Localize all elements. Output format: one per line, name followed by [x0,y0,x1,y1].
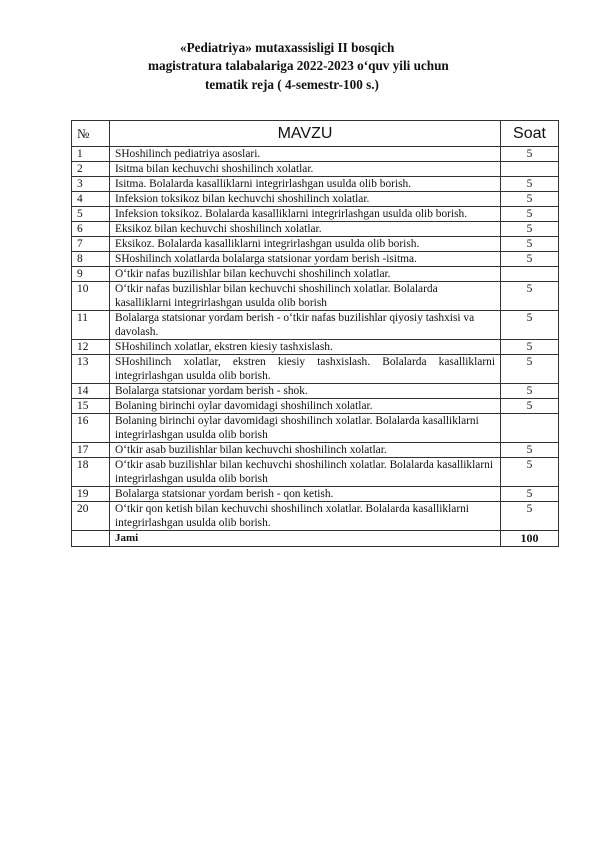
total-empty-cell [72,531,110,547]
row-number: 13 [72,355,110,384]
row-topic: Infeksion toksikoz. Bolalarda kasalliklarni integrirlashgan usulda olib borish. [110,207,501,222]
table-row [72,162,559,177]
table-row [72,177,559,192]
row-number: 18 [72,458,110,487]
row-topic: O‘tkir nafas buzilishlar bilan kechuvchi shoshilinch xolatlar. [110,267,501,282]
row-hours: 5 [501,311,559,340]
row-topic: SHoshilinch xolatlar, ekstren kiesiy tashxislash. Bolalarda kasalliklarni integrirlashgan usulda olib borish. [110,355,501,384]
row-hours: 5 [501,487,559,502]
row-hours: 5 [501,340,559,355]
table-row [72,458,559,487]
row-number: 3 [72,177,110,192]
row-topic: SHoshilinch xolatlar, ekstren kiesiy tashxislash. [110,340,501,355]
row-number: 9 [72,267,110,282]
row-hours: 5 [501,147,559,162]
table-row [72,267,559,282]
row-number: 7 [72,237,110,252]
row-topic: SHoshilinch pediatriya asoslari. [110,147,501,162]
table-row [72,282,559,311]
table-row [72,340,559,355]
row-hours: 5 [501,177,559,192]
table-row [72,252,559,267]
row-hours: 5 [501,458,559,487]
row-topic: Bolalarga statsionar yordam berish - shok. [110,384,501,399]
table-row [72,192,559,207]
table-row [72,443,559,458]
total-row [72,531,559,547]
table-row [72,147,559,162]
row-number: 14 [72,384,110,399]
row-hours: 5 [501,252,559,267]
table-row [72,207,559,222]
row-topic: Eksikoz. Bolalarda kasalliklarni integrirlashgan usulda olib borish. [110,237,501,252]
table-row [72,237,559,252]
row-number: 1 [72,147,110,162]
total-hours: 100 [501,531,559,547]
row-number: 15 [72,399,110,414]
row-topic: Bolalarga statsionar yordam berish - qon ketish. [110,487,501,502]
row-number: 19 [72,487,110,502]
row-hours: 5 [501,399,559,414]
row-hours: 5 [501,237,559,252]
row-topic: Eksikoz bilan kechuvchi shoshilinch xolatlar. [110,222,501,237]
row-topic: Isitma. Bolalarda kasalliklarni integrirlashgan usulda olib borish. [110,177,501,192]
header-line-2: magistratura talabalariga 2022-2023 o‘quv yili uchun [148,58,449,73]
row-number: 6 [72,222,110,237]
row-hours: 5 [501,207,559,222]
table-row [72,384,559,399]
column-header-topic: MAVZU [110,121,501,147]
row-number: 20 [72,502,110,531]
row-hours: 5 [501,192,559,207]
row-number: 11 [72,311,110,340]
row-topic: SHoshilinch xolatlarda bolalarga statsionar yordam berish -isitma. [110,252,501,267]
row-topic: O‘tkir asab buzilishlar bilan kechuvchi shoshilinch xolatlar. [110,443,501,458]
row-number: 5 [72,207,110,222]
table-body [72,147,559,547]
row-hours: 5 [501,384,559,399]
row-number: 12 [72,340,110,355]
row-hours [501,267,559,282]
row-number: 10 [72,282,110,311]
table-row [72,502,559,531]
column-header-number: № [72,121,110,147]
row-topic: Bolaning birinchi oylar davomidagi shoshilinch xolatlar. [110,399,501,414]
row-number: 16 [72,414,110,443]
table-row [72,414,559,443]
table-row [72,355,559,384]
row-hours: 5 [501,355,559,384]
row-number: 2 [72,162,110,177]
row-hours: 5 [501,222,559,237]
row-topic: O‘tkir nafas buzilishlar bilan kechuvchi shoshilinch xolatlar. Bolalarda kasalliklarni integrirlashgan usulda olib borish [110,282,501,311]
table-row [72,222,559,237]
total-label: Jami [110,531,501,547]
header-line-3: tematik reja ( 4-semestr-100 s.) [205,77,379,92]
row-topic: Isitma bilan kechuvchi shoshilinch xolatlar. [110,162,501,177]
header-line-1: «Pediatriya» mutaxassisligi II bosqich [180,40,395,55]
row-hours [501,414,559,443]
row-number: 8 [72,252,110,267]
row-hours: 5 [501,502,559,531]
row-number: 17 [72,443,110,458]
row-hours: 5 [501,443,559,458]
table-row [72,399,559,414]
table-row [72,311,559,340]
table-row [72,487,559,502]
row-topic: Infeksion toksikoz bilan kechuvchi shoshilinch xolatlar. [110,192,501,207]
row-hours: 5 [501,282,559,311]
row-hours [501,162,559,177]
row-number: 4 [72,192,110,207]
column-header-hours: Soat [501,121,559,147]
row-topic: O‘tkir asab buzilishlar bilan kechuvchi shoshilinch xolatlar. Bolalarda kasalliklarni integrirlashgan usulda olib borish [110,458,501,487]
row-topic: O‘tkir qon ketish bilan kechuvchi shoshilinch xolatlar. Bolalarda kasalliklarni integrirlashgan usulda olib borish. [110,502,501,531]
row-topic: Bolalarga statsionar yordam berish - o‘tkir nafas buzilishlar qiyosiy tashxisi va davolash. [110,311,501,340]
row-topic: Bolaning birinchi oylar davomidagi shoshilinch xolatlar. Bolalarda kasalliklarni integrirlashgan usulda olib borish [110,414,501,443]
table-header-row [72,121,559,147]
thematic-plan-table [71,120,559,547]
